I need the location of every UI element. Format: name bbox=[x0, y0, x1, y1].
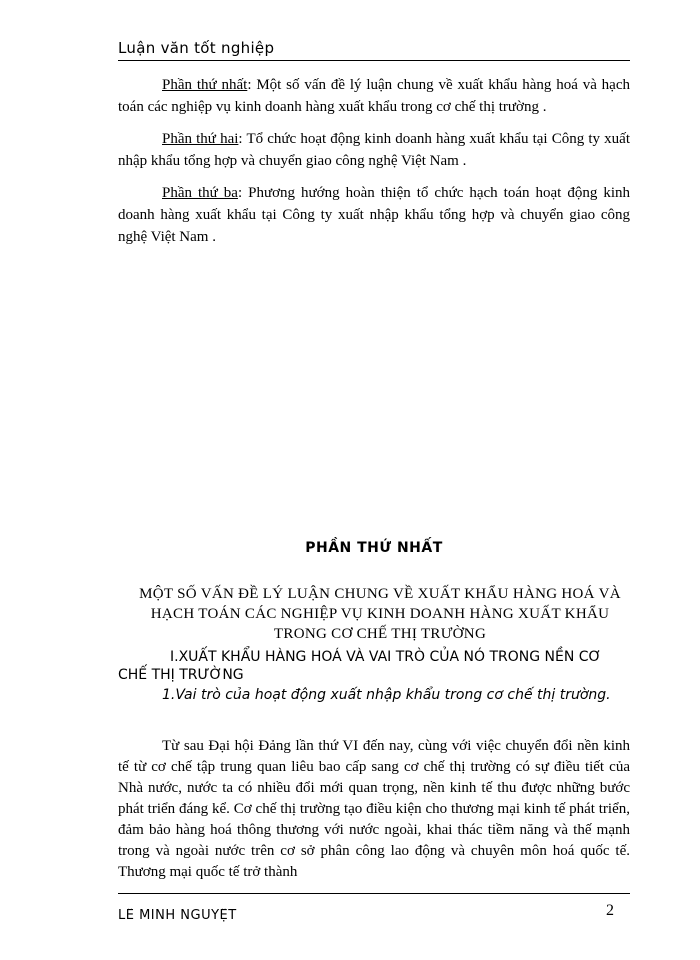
intro-item-lead: Phần thứ nhất bbox=[162, 77, 248, 93]
intro-item-lead: Phần thứ hai bbox=[162, 131, 239, 147]
intro-item-lead: Phần thứ ba bbox=[162, 185, 238, 201]
footer-author: LÊ MINH NGUYỆT bbox=[118, 908, 237, 922]
body-paragraph: Từ sau Đại hội Đảng lần thứ VI đến nay, cùng với việc chuyển đổi nền kinh tế từ cơ chế tập trung quan liêu bao cấp sang cơ chế thị trường có sự điều tiết của Nhà nước, nước ta có nhiều đổi mới quan trọng, nền kinh tế thu được những bước phát triển đáng kể. Cơ chế thị trường tạo điều kiện cho thương mại kinh tế phát triển, đảm bảo hàng hoá thông thương với nước ngoài, khai thác tiềm năng và thế mạnh trong và ngoài nước trên cơ sở phân công lao động và chuyên môn hoá quốc tế. Thương mại quốc tế trở thành bbox=[118, 738, 630, 880]
section-heading: I.XUẤT KHẨU HÀNG HOÁ VÀ VAI TRÒ CỦA NÓ TRONG NỀN CƠ CHẾ THỊ TRƯỜNG bbox=[118, 649, 602, 683]
page-header: Luận văn tốt nghiệp bbox=[118, 36, 630, 61]
part-title: PHẦN THỨ NHẤT bbox=[305, 540, 443, 556]
footer-divider bbox=[118, 893, 630, 894]
subsection-heading: 1.Vai trò của hoạt động xuất nhập khẩu trong cơ chế thị trường. bbox=[162, 687, 611, 703]
page-number: 2 bbox=[606, 902, 614, 919]
intro-item bbox=[118, 182, 630, 248]
intro-list bbox=[118, 74, 630, 258]
intro-item-text: : Tổ chức hoạt động kinh doanh hàng xuất khẩu tại Công ty xuất nhập khẩu tổng hợp và chuyển giao công nghệ Việt Nam . bbox=[118, 131, 630, 169]
intro-item-text: : Một số vấn đề lý luận chung về xuất khẩu hàng hoá và hạch toán các nghiệp vụ kinh doanh hàng xuất khẩu trong cơ chế thị trường . bbox=[118, 77, 631, 115]
intro-item bbox=[118, 128, 630, 172]
main-title: MỘT SỐ VẤN ĐỀ LÝ LUẬN CHUNG VỀ XUẤT KHẨU HÀNG HOÁ VÀ HẠCH TOÁN CÁC NGHIỆP VỤ KINH DOANH HÀNG XUẤT KHẨU TRONG CƠ CHẾ THỊ TRƯỜNG bbox=[139, 586, 621, 642]
intro-item-text: : Phương hướng hoàn thiện tổ chức hạch toán hoạt động kinh doanh hàng xuất khẩu tại Công ty xuất nhập khẩu tổng hợp và chuyển giao công nghệ Việt Nam . bbox=[118, 185, 630, 245]
intro-item bbox=[118, 74, 630, 118]
